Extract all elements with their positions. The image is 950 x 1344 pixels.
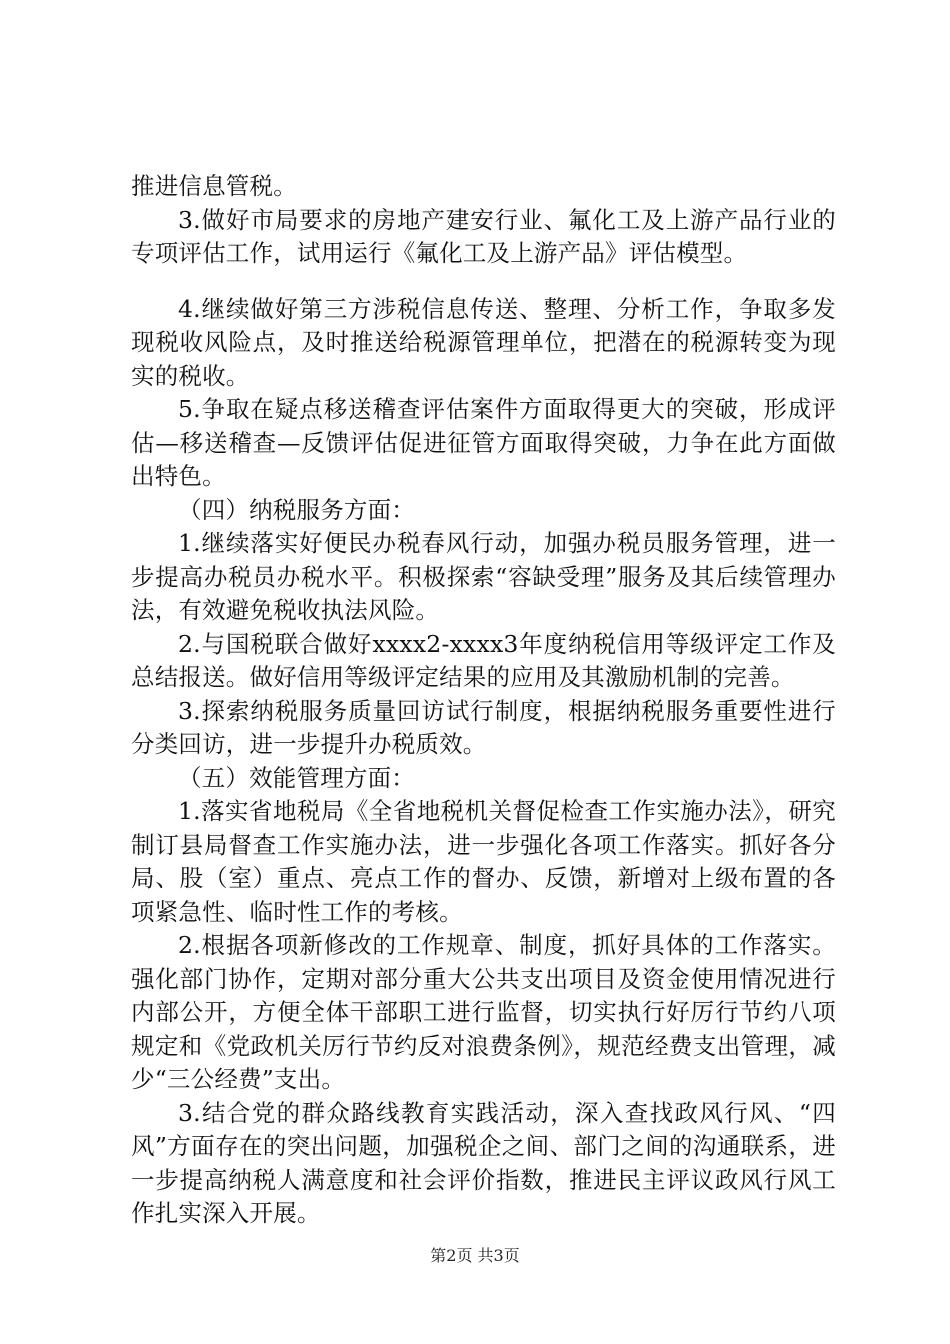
paragraph-item-5-audit-transfer: 5.争取在疑点移送稽查评估案件方面取得更大的突破，形成评估—移送稽查—反馈评估促进征管方面取得突破，力争在此方面做出特色。: [131, 395, 836, 490]
paragraph-item-2-credit-rating: 2.与国税联合做好xxxx2-xxxx3年度纳税信用等级评定工作及总结报送。做好信用等级评定结果的应用及其激励机制的完善。: [131, 629, 836, 691]
section-heading-efficiency: （五）效能管理方面：: [178, 763, 415, 792]
paragraph-item-4-third-party-info: 4.继续做好第三方涉税信息传送、整理、分析工作，争取多发现税收风险点，及时推送给税源管理单位，把潜在的税源转变为现实的税收。: [131, 294, 836, 390]
paragraph-item-1-convenience: 1.继续落实好便民办税春风行动，加强办税员服务管理，进一步提高办税员办税水平。积极探索“容缺受理”服务及其后续管理办法，有效避免税收执法风险。: [131, 529, 836, 624]
section-heading-tax-service: （四）纳税服务方面：: [178, 495, 415, 524]
document-body: [131, 170, 836, 1231]
paragraph-item-1-supervision: 1.落实省地税局《全省地税机关督促检查工作实施办法》，研究制订县局督查工作实施办法，进一步强化各项工作落实。抓好各分局、股（室）重点、亮点工作的督办、反馈，新增对上级布置的各项紧急性、临时性工作的考核。: [131, 797, 836, 926]
paragraph-item-2-regulations: 2.根据各项新修改的工作规章、制度，抓好具体的工作落实。强化部门协作，定期对部分重大公共支出项目及资金使用情况进行内部公开，方便全体干部职工进行监督，切实执行好厉行节约八项规定和《党政机关厉行节约反对浪费条例》，规范经费支出管理，减少“三公经费”支出。: [131, 931, 836, 1093]
paragraph-item-3-service-followup: 3.探索纳税服务质量回访试行制度，根据纳税服务重要性进行分类回访，进一步提升办税质效。: [131, 696, 836, 758]
paragraph-continuation: 推进信息管税。: [131, 172, 297, 200]
paragraph-item-3-mass-line: 3.结合党的群众路线教育实践活动，深入查找政风行风、“四风”方面存在的突出问题，加强税企之间、部门之间的沟通联系，进一步提高纳税人满意度和社会评价指数，推进民主评议政风行风工作扎实深入开展。: [131, 1098, 836, 1227]
page-number-footer: 第2页 共3页: [430, 1246, 520, 1265]
paragraph-item-3-evaluation: 3.做好市局要求的房地产建安行业、氟化工及上游产品行业的专项评估工作，试用运行《氟化工及上游产品》评估模型。: [131, 205, 836, 267]
